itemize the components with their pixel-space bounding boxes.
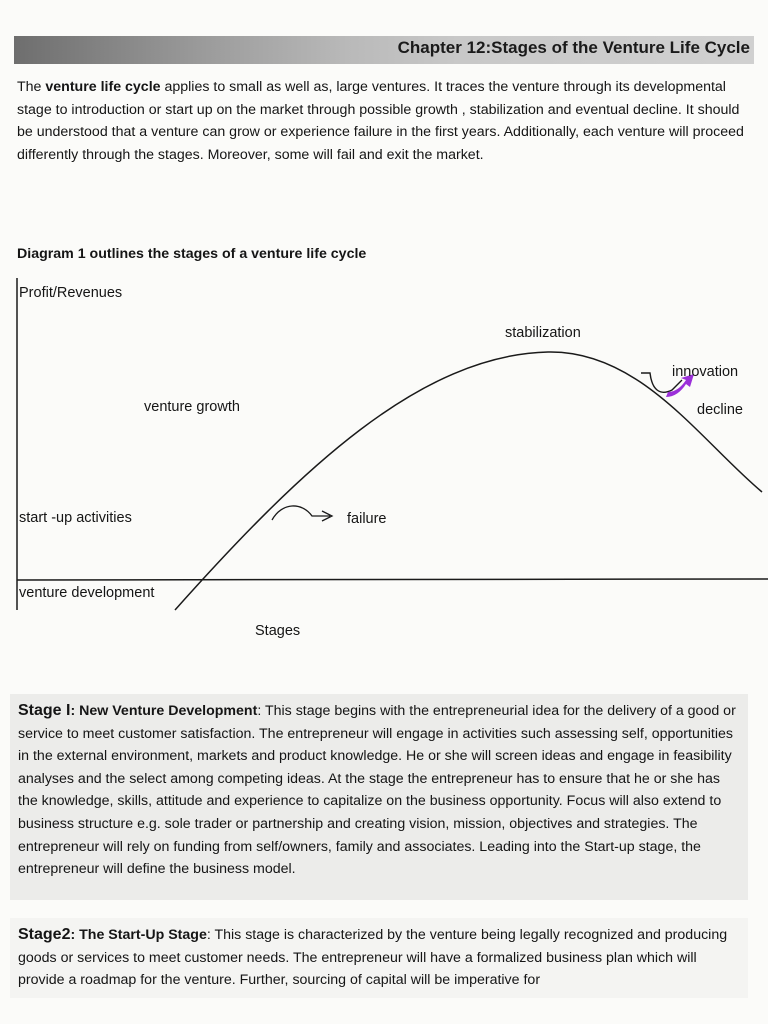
- y-axis-label: Profit/Revenues: [19, 285, 123, 301]
- stage-1-text: : This stage begins with the entrepreneurial idea for the delivery of a good or service to meet customer satisfaction. The entrepreneur will engage in activities such assessing self, opportunities in the external environment, markets and product knowledge. He or she will screen ideas and engage in feasibility analyses and the select among competing ideas. At the stage the entrepreneur has to ensure that he or she has the knowledge, skills, attitude and experience to capitalize on the business opportunity. Focus will also extend to business structure e.g. sole trader or partnership and creating vision, mission, objectives and strategies. The entrepreneur will rely on funding from self/owners, family and associates. Leading into the Start-up stage, the entrepreneur will define the business model.: [18, 703, 736, 878]
- stage-2-text: : This stage is characterized by the venture being legally recognized and producing goods or services to meet customer needs. The entrepreneur will have a formalized business plan which will provide a roadmap for the venture. Further, sourcing of capital will be imperative for: [18, 927, 728, 989]
- intro-paragraph: [17, 76, 747, 166]
- x-axis: [17, 579, 768, 580]
- intro-term: venture life cycle: [45, 79, 161, 95]
- label-venture-growth: venture growth: [144, 399, 240, 415]
- stage-1-name: New Venture Development: [79, 703, 258, 719]
- x-axis-label: Stages: [255, 623, 301, 639]
- stage-2-number: Stage2: [18, 926, 71, 943]
- intro-lead: The: [17, 79, 46, 95]
- intro-text: applies to small as well as, large ventures. It traces the venture through its developmental stage to introduction or start up on the market through possible growth , stabilization and eventual decline. It should be understood that a venture can grow or experience failure in the first years. Additionally, each venture will proceed differently through the stages. Moreover, some will fail and exit the market.: [17, 79, 744, 163]
- stage-1-section: [10, 694, 748, 900]
- life-cycle-curve: [175, 352, 762, 610]
- stage-1-separator: :: [70, 703, 80, 719]
- label-venture-development: venture development: [19, 585, 155, 601]
- chapter-banner: [14, 36, 754, 64]
- venture-life-cycle-diagram: [0, 270, 768, 660]
- failure-arrow: [272, 506, 330, 520]
- label-failure: failure: [347, 511, 387, 527]
- label-startup-activities: start -up activities: [19, 510, 132, 526]
- label-stabilization: stabilization: [505, 325, 581, 341]
- stage-2-section: [10, 918, 748, 998]
- chapter-title: Chapter 12:Stages of the Venture Life Cycle: [397, 38, 750, 57]
- diagram-caption: Diagram 1 outlines the stages of a venture life cycle: [17, 246, 367, 262]
- label-decline: decline: [697, 402, 743, 418]
- stage-2-separator: :: [70, 927, 80, 943]
- stage-2-name: The Start-Up Stage: [79, 927, 207, 943]
- stage-1-number: Stage I: [18, 702, 71, 719]
- label-innovation: innovation: [672, 364, 739, 380]
